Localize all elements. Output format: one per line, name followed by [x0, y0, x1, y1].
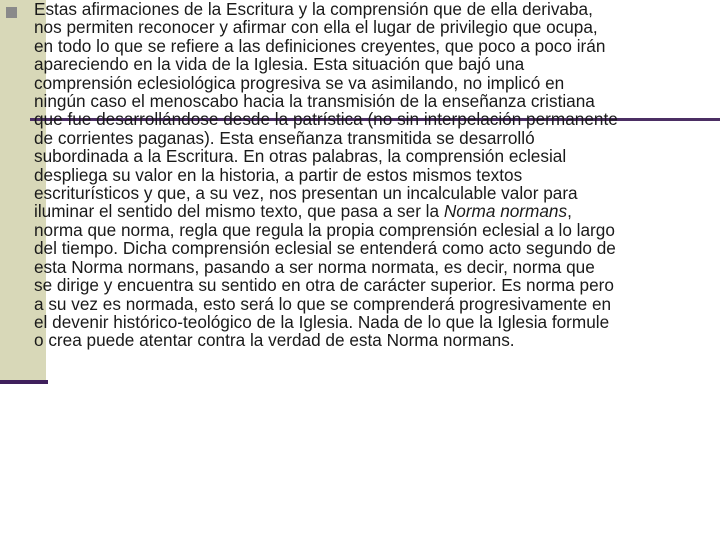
left-accent-underline [0, 380, 48, 384]
paragraph-text-part-2: , norma que norma, regla que regula la propia comprensión eclesial a lo largo del tiempo. Dicha comprensión eclesial se entenderá como acto segundo de esta Norma normans, pasando a ser norma normata, es decir, norma que se dirige y encuentra su sentido en otra de carácter superior. Es norma pero a su vez es normada, esto será lo que se comprenderá progresivamente en el devenir histórico-teológico de la Iglesia. Nada de lo que la Iglesia formule o crea puede atentar contra la verdad de esta Norma normans. [34, 201, 616, 351]
body-paragraph [34, 0, 718, 350]
paragraph-text-part-1: Estas afirmaciones de la Escritura y la comprensión que de ella derivaba, nos permiten reconocer y afirmar con ella el lugar de privilegio que ocupa, en todo lo que se refiere a las definiciones creyentes, que poco a poco irán apareciendo en la vida de la Iglesia. Esta situación que bajó una comprensión eclesiológica progresiva se va asimilando, no implicó en ningún caso el menoscabo hacia la transmisión de la enseñanza cristiana que fue desarrollándose desde la patrística (no sin interpelación permanente de corrientes paganas). Esta enseñanza transmitida se desarrolló subordinada a la Escritura. En otras palabras, la comprensión eclesial despliega su valor en la historia, a partir de estos mismos textos escriturísticos y que, a su vez, nos presentan un incalculable valor para iluminar el sentido del mismo texto, que pasa a ser la [34, 0, 618, 222]
paragraph-emphasis: Norma normans [443, 201, 568, 222]
square-bullet-icon [6, 7, 17, 18]
